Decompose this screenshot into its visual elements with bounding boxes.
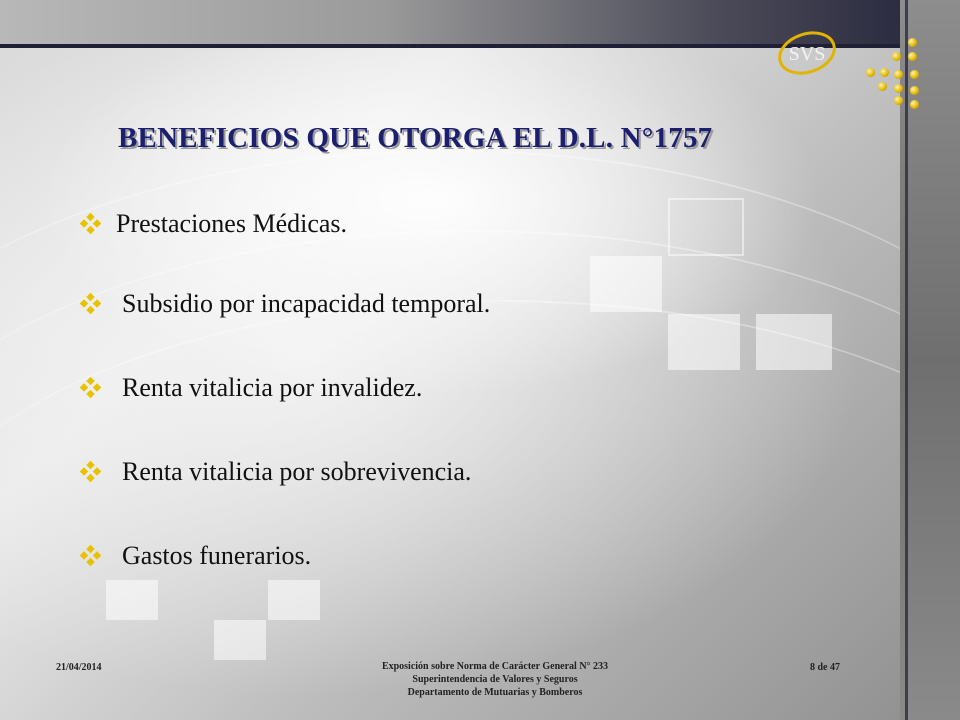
list-item — [80, 284, 490, 324]
page-number: 8 de 47 — [810, 662, 840, 673]
list-item — [80, 368, 422, 408]
diamond-bullet-icon — [80, 213, 102, 235]
bullet-label: Gastos funerarios. — [122, 541, 312, 570]
bullet-label: Renta vitalicia por sobrevivencia. — [122, 457, 472, 486]
svs-logo-icon — [776, 30, 838, 76]
svs-logo — [776, 30, 838, 76]
list-item — [80, 452, 471, 492]
list-item — [80, 204, 347, 244]
decor-square — [268, 580, 320, 620]
bullet-label: Renta vitalicia por invalidez. — [122, 373, 423, 402]
gold-dot — [880, 68, 889, 77]
gold-dot — [910, 70, 919, 79]
gold-dot — [908, 52, 917, 61]
bullet-label: Prestaciones Médicas. — [116, 209, 348, 238]
decor-square — [668, 314, 740, 370]
gold-dot — [910, 100, 919, 109]
gold-dot — [878, 82, 887, 91]
diamond-bullet-icon — [80, 293, 102, 315]
gold-dot — [894, 84, 903, 93]
footer-line: Departamento de Mutuarias y Bomberos — [407, 687, 583, 698]
gold-dot — [910, 86, 919, 95]
right-bar — [900, 0, 960, 720]
right-divider — [905, 0, 908, 720]
footer-date: 21/04/2014 — [56, 662, 102, 673]
slide-title: BENEFICIOS QUE OTORGA EL D.L. N°1757 — [118, 122, 713, 154]
footer-line: Superintendencia de Valores y Seguros — [412, 674, 578, 685]
decor-square — [668, 198, 744, 256]
diamond-bullet-icon — [80, 377, 102, 399]
decor-square — [756, 314, 832, 370]
gold-dot — [866, 68, 875, 77]
gold-dot — [892, 52, 901, 61]
diamond-bullet-icon — [80, 461, 102, 483]
decor-square — [590, 256, 662, 312]
gold-dot — [894, 70, 903, 79]
footer-info — [330, 660, 660, 699]
decor-square — [106, 580, 158, 620]
bullet-label: Subsidio por incapacidad temporal. — [122, 289, 491, 318]
logo-text: SVS — [788, 43, 826, 65]
diamond-bullet-icon — [80, 545, 102, 567]
gold-dot — [908, 38, 917, 47]
list-item — [80, 536, 311, 576]
footer-line: Exposición sobre Norma de Carácter General N° 233 — [381, 661, 609, 672]
gold-dot — [894, 96, 903, 105]
decor-square — [214, 620, 266, 660]
